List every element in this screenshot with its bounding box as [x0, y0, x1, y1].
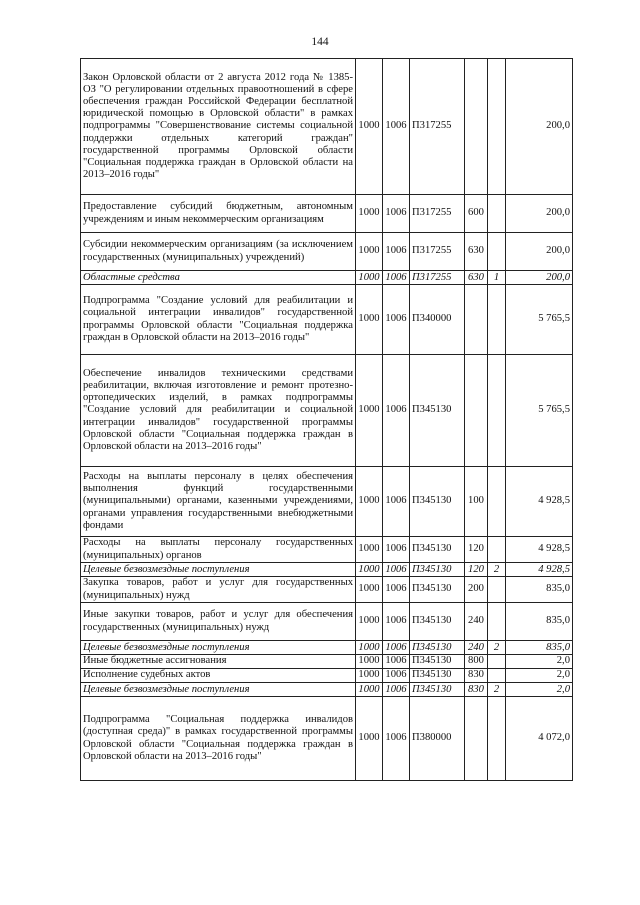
subsection-cell: 1006	[383, 537, 410, 563]
target-code-cell: П317255	[410, 195, 465, 233]
expense-type-cell: 830	[465, 683, 488, 697]
table-row	[81, 669, 573, 683]
row-name: Целевые безвозмездные поступления	[81, 641, 356, 655]
subsection-cell: 1006	[383, 669, 410, 683]
page-number: 144	[311, 36, 329, 48]
subsection-cell: 1006	[383, 563, 410, 577]
subsection-cell: 1006	[383, 59, 410, 195]
table-row	[81, 355, 573, 467]
table-row	[81, 577, 573, 603]
amount-cell: 5 765,5	[506, 355, 573, 467]
source-code-cell	[488, 669, 506, 683]
amount-cell: 4 928,5	[506, 537, 573, 563]
subsection-cell: 1006	[383, 697, 410, 781]
amount-cell: 2,0	[506, 683, 573, 697]
target-code-cell: П345130	[410, 577, 465, 603]
row-name: Расходы на выплаты персоналу государственных (муниципальных) органов	[81, 537, 356, 563]
target-code-cell: П317255	[410, 271, 465, 285]
section-cell: 1000	[356, 603, 383, 641]
expense-type-cell	[465, 59, 488, 195]
expense-type-cell	[465, 285, 488, 355]
amount-cell: 200,0	[506, 233, 573, 271]
row-name: Закупка товаров, работ и услуг для государственных (муниципальных) нужд	[81, 577, 356, 603]
source-code-cell	[488, 195, 506, 233]
expense-type-cell	[465, 697, 488, 781]
target-code-cell: П345130	[410, 655, 465, 669]
subsection-cell: 1006	[383, 195, 410, 233]
expense-type-cell: 830	[465, 669, 488, 683]
amount-cell: 2,0	[506, 655, 573, 669]
subsection-cell: 1006	[383, 467, 410, 537]
expense-type-cell: 240	[465, 641, 488, 655]
subsection-cell: 1006	[383, 577, 410, 603]
row-name: Обеспечение инвалидов техническими средствами реабилитации, включая изготовление и ремонт протезно-ортопедических изделий, в рамках подпрограммы "Создание условий для реабилитации и социальной интеграции инвалидов" государственной программы Орловской области "Социальная поддержка граждан в Орловской области на 2013–2016 годы"	[81, 355, 356, 467]
expense-type-cell: 630	[465, 233, 488, 271]
expense-type-cell: 120	[465, 537, 488, 563]
row-name: Иные бюджетные ассигнования	[81, 655, 356, 669]
subsection-cell: 1006	[383, 285, 410, 355]
amount-cell: 2,0	[506, 669, 573, 683]
row-name: Иные закупки товаров, работ и услуг для обеспечения государственных (муниципальных) нужд	[81, 603, 356, 641]
table-row	[81, 603, 573, 641]
expense-type-cell: 120	[465, 563, 488, 577]
source-code-cell	[488, 577, 506, 603]
section-cell: 1000	[356, 697, 383, 781]
expense-type-cell	[465, 355, 488, 467]
row-name: Подпрограмма "Социальная поддержка инвалидов (доступная среда)" в рамках государственной программы Орловской области "Социальная поддержка граждан в Орловской области на 2013–2016 годы"	[81, 697, 356, 781]
expense-type-cell: 600	[465, 195, 488, 233]
amount-cell: 4 072,0	[506, 697, 573, 781]
section-cell: 1000	[356, 641, 383, 655]
source-code-cell: 2	[488, 683, 506, 697]
section-cell: 1000	[356, 271, 383, 285]
row-name: Целевые безвозмездные поступления	[81, 563, 356, 577]
row-name: Расходы на выплаты персоналу в целях обеспечения выполнения функций государственными (муниципальными) органами, казенными учреждениями, органами управления государственными внебюджетными фондами	[81, 467, 356, 537]
target-code-cell: П380000	[410, 697, 465, 781]
target-code-cell: П340000	[410, 285, 465, 355]
source-code-cell	[488, 233, 506, 271]
source-code-cell	[488, 537, 506, 563]
subsection-cell: 1006	[383, 641, 410, 655]
row-name: Областные средства	[81, 271, 356, 285]
amount-cell: 200,0	[506, 195, 573, 233]
target-code-cell: П345130	[410, 641, 465, 655]
row-name: Целевые безвозмездные поступления	[81, 683, 356, 697]
amount-cell: 4 928,5	[506, 563, 573, 577]
section-cell: 1000	[356, 285, 383, 355]
target-code-cell: П345130	[410, 563, 465, 577]
section-cell: 1000	[356, 467, 383, 537]
expense-type-cell: 100	[465, 467, 488, 537]
subsection-cell: 1006	[383, 603, 410, 641]
table-row	[81, 537, 573, 563]
row-name: Подпрограмма "Создание условий для реабилитации и социальной интеграции инвалидов" государственной программы Орловской области "Социальная поддержка граждан в Орловской области на 2013–2016 годы"	[81, 285, 356, 355]
section-cell: 1000	[356, 683, 383, 697]
budget-table	[80, 58, 573, 781]
table-row-funding-source	[81, 563, 573, 577]
section-cell: 1000	[356, 59, 383, 195]
table-row	[81, 59, 573, 195]
expense-type-cell: 630	[465, 271, 488, 285]
expense-type-cell: 240	[465, 603, 488, 641]
source-code-cell	[488, 603, 506, 641]
row-name: Субсидии некоммерческим организациям (за исключением государственных (муниципальных) учреждений)	[81, 233, 356, 271]
section-cell: 1000	[356, 195, 383, 233]
subsection-cell: 1006	[383, 271, 410, 285]
table-row-funding-source	[81, 271, 573, 285]
table-row	[81, 285, 573, 355]
amount-cell: 200,0	[506, 271, 573, 285]
amount-cell: 200,0	[506, 59, 573, 195]
source-code-cell: 1	[488, 271, 506, 285]
section-cell: 1000	[356, 577, 383, 603]
table-row	[81, 233, 573, 271]
source-code-cell: 2	[488, 641, 506, 655]
amount-cell: 835,0	[506, 603, 573, 641]
subsection-cell: 1006	[383, 683, 410, 697]
table-row	[81, 655, 573, 669]
source-code-cell	[488, 655, 506, 669]
section-cell: 1000	[356, 655, 383, 669]
target-code-cell: П317255	[410, 59, 465, 195]
source-code-cell	[488, 59, 506, 195]
target-code-cell: П317255	[410, 233, 465, 271]
table-row-funding-source	[81, 641, 573, 655]
table-row-funding-source	[81, 683, 573, 697]
expense-type-cell: 200	[465, 577, 488, 603]
section-cell: 1000	[356, 669, 383, 683]
amount-cell: 835,0	[506, 577, 573, 603]
target-code-cell: П345130	[410, 603, 465, 641]
table-row	[81, 467, 573, 537]
target-code-cell: П345130	[410, 467, 465, 537]
table-row	[81, 195, 573, 233]
source-code-cell	[488, 467, 506, 537]
row-name: Предоставление субсидий бюджетным, автономным учреждениям и иным некоммерческим организациям	[81, 195, 356, 233]
table-row	[81, 697, 573, 781]
source-code-cell	[488, 355, 506, 467]
subsection-cell: 1006	[383, 233, 410, 271]
source-code-cell	[488, 285, 506, 355]
row-name: Закон Орловской области от 2 августа 2012 года № 1385-ОЗ "О регулировании отдельных правоотношений в сфере обеспечения граждан Российской Федерации бесплатной юридической помощью в Орловской области" в рамках подпрограммы "Совершенствование системы социальной поддержки отдельных категорий граждан" государственной программы Орловской области "Социальная поддержка граждан в Орловской области на 2013–2016 годы"	[81, 59, 356, 195]
target-code-cell: П345130	[410, 683, 465, 697]
amount-cell: 835,0	[506, 641, 573, 655]
target-code-cell: П345130	[410, 355, 465, 467]
subsection-cell: 1006	[383, 655, 410, 669]
target-code-cell: П345130	[410, 537, 465, 563]
target-code-cell: П345130	[410, 669, 465, 683]
section-cell: 1000	[356, 233, 383, 271]
source-code-cell	[488, 697, 506, 781]
section-cell: 1000	[356, 355, 383, 467]
amount-cell: 5 765,5	[506, 285, 573, 355]
source-code-cell: 2	[488, 563, 506, 577]
section-cell: 1000	[356, 537, 383, 563]
subsection-cell: 1006	[383, 355, 410, 467]
row-name: Исполнение судебных актов	[81, 669, 356, 683]
amount-cell: 4 928,5	[506, 467, 573, 537]
section-cell: 1000	[356, 563, 383, 577]
expense-type-cell: 800	[465, 655, 488, 669]
